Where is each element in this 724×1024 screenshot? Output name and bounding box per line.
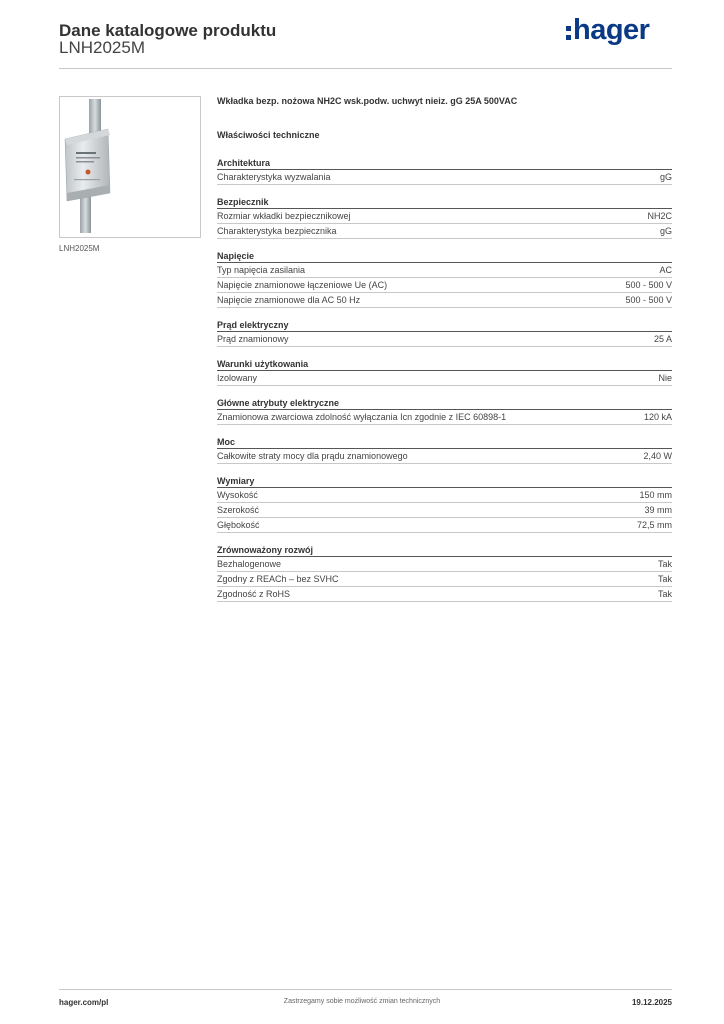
spec-label: Bezhalogenowe (217, 559, 282, 569)
spec-section (217, 319, 672, 347)
spec-label: Zgodny z REACh – bez SVHC (217, 574, 339, 584)
footer-note: Zastrzegamy sobie możliwość zmian technicznych (283, 998, 441, 1005)
spec-row (217, 518, 672, 533)
spec-row (217, 224, 672, 239)
spec-label: Napięcie znamionowe dla AC 50 Hz (217, 295, 361, 305)
spec-value: 39 mm (644, 505, 672, 515)
spec-value: 120 kA (643, 412, 672, 422)
spec-row (217, 293, 672, 308)
logo-text: hager (573, 14, 650, 46)
spec-section (217, 157, 672, 185)
spec-section-title: Wymiary (217, 475, 672, 488)
hager-logo (566, 14, 649, 47)
spec-value: Nie (658, 373, 672, 383)
spec-value: 500 - 500 V (625, 295, 672, 305)
product-description: Wkładka bezp. nożowa NH2C wsk.podw. uchwyt nieiz. gG 25A 500VAC (217, 96, 518, 106)
spec-section-title: Bezpiecznik (217, 196, 672, 209)
spec-section (217, 544, 672, 602)
spec-section (217, 475, 672, 533)
spec-label: Głębokość (217, 520, 260, 530)
technical-properties-title: Właściwości techniczne (217, 130, 320, 140)
spec-row (217, 449, 672, 464)
spec-row (217, 170, 672, 185)
spec-label: Zgodność z RoHS (217, 589, 291, 599)
spec-row (217, 410, 672, 425)
spec-label: Całkowite straty mocy dla prądu znamionowego (217, 451, 408, 461)
spec-label: Rozmiar wkładki bezpiecznikowej (217, 211, 351, 221)
spec-value: 150 mm (639, 490, 672, 500)
logo-dots-icon (566, 26, 571, 40)
spec-section-title: Zrównoważony rozwój (217, 544, 672, 557)
spec-section (217, 250, 672, 308)
spec-value: Tak (657, 559, 672, 569)
spec-value: 25 A (653, 334, 672, 344)
spec-value: gG (659, 172, 672, 182)
spec-section-title: Prąd elektryczny (217, 319, 672, 332)
spec-section-title: Moc (217, 436, 672, 449)
footer-divider (59, 989, 672, 990)
spec-section-title: Architektura (217, 157, 672, 170)
spec-section-title: Warunki użytkowania (217, 358, 672, 371)
spec-row (217, 557, 672, 572)
product-details (217, 96, 672, 602)
spec-label: Znamionowa zwarciowa zdolność wyłączania Icn zgodnie z IEC 60898-1 (217, 412, 507, 422)
spec-value: AC (659, 265, 672, 275)
image-caption: LNH2025M (59, 244, 100, 253)
spec-value: gG (659, 226, 672, 236)
footer-website-link[interactable]: hager.com/pl (59, 998, 109, 1007)
spec-row (217, 209, 672, 224)
spec-row (217, 263, 672, 278)
spec-row (217, 332, 672, 347)
page-title: Dane katalogowe produktu (59, 21, 277, 40)
spec-label: Charakterystyka wyzwalania (217, 172, 331, 182)
spec-label: Izolowany (217, 373, 258, 383)
footer-date: 19.12.2025 (631, 998, 672, 1007)
spec-row (217, 503, 672, 518)
spec-section-title: Główne atrybuty elektryczne (217, 397, 672, 410)
spec-section (217, 397, 672, 425)
fuse-illustration-icon (60, 97, 200, 237)
spec-label: Wysokość (217, 490, 258, 500)
spec-section (217, 436, 672, 464)
spec-label: Napięcie znamionowe łączeniowe Ue (AC) (217, 280, 388, 290)
spec-label: Szerokość (217, 505, 260, 515)
spec-label: Charakterystyka bezpiecznika (217, 226, 337, 236)
spec-section-title: Napięcie (217, 250, 672, 263)
spec-section (217, 358, 672, 386)
spec-row (217, 587, 672, 602)
spec-section (217, 196, 672, 239)
spec-value: 500 - 500 V (625, 280, 672, 290)
spec-value: Tak (657, 574, 672, 584)
header-divider (59, 68, 672, 69)
spec-row (217, 278, 672, 293)
product-code-heading: LNH2025M (59, 38, 145, 57)
product-image (59, 96, 201, 238)
spec-value: NH2C (647, 211, 672, 221)
spec-row (217, 371, 672, 386)
spec-value: 2,40 W (643, 451, 672, 461)
spec-value: Tak (657, 589, 672, 599)
spec-row (217, 572, 672, 587)
spec-label: Typ napięcia zasilania (217, 265, 306, 275)
spec-label: Prąd znamionowy (217, 334, 289, 344)
spec-sections (217, 157, 672, 602)
spec-row (217, 488, 672, 503)
spec-value: 72,5 mm (636, 520, 672, 530)
